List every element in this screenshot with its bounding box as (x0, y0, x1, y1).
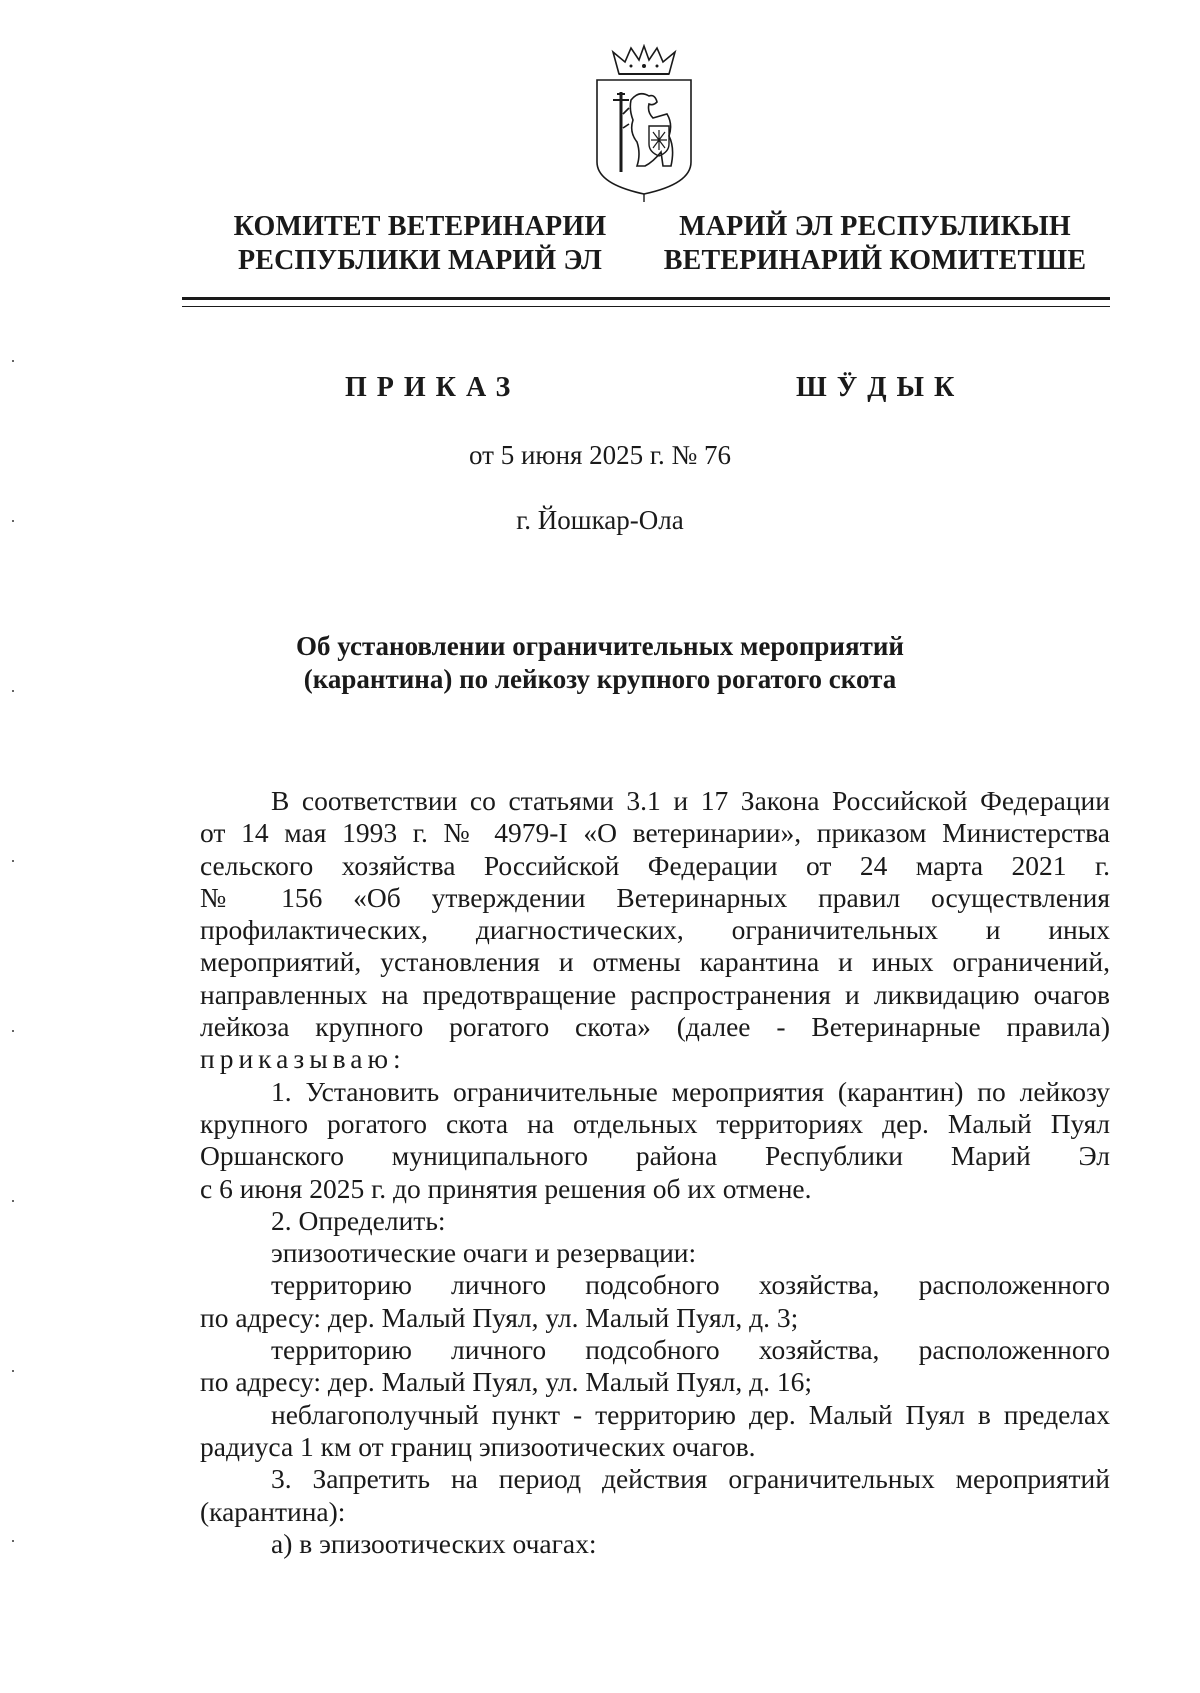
text-line: В соответствии со статьями 3.1 и 17 Закона Российской Федерации (271, 785, 1110, 816)
text-line: с 6 июня 2025 г. до принятия решения об их отмене. (200, 1172, 812, 1204)
document-body (200, 785, 1110, 1560)
text-line: радиуса 1 км от границ эпизоотических очагов. (200, 1430, 756, 1462)
order-label-russian: ПРИКАЗ (345, 372, 521, 403)
title-line-2: (карантина) по лейкозу крупного рогатого скота (303, 664, 897, 694)
paragraph-item-2 (200, 1205, 1110, 1237)
text-line: от 14 мая 1993 г. № 4979-I «О ветеринарии», приказом Министерства (200, 817, 1110, 849)
text-line: направленных на предотвращение распространения и ликвидацию очагов (200, 978, 1110, 1010)
order-city: г. Йошкар-Ола (516, 505, 684, 535)
text-line: сельского хозяйства Российской Федерации от 24 марта 2021 г. (200, 849, 1110, 881)
order-word: приказываю: (200, 1043, 406, 1075)
paragraph-preamble-cont (200, 817, 1110, 1075)
text-line: (карантина): (200, 1495, 346, 1527)
org-mari-line-1: МАРИЙ ЭЛ РЕСПУБЛИКЫН (679, 211, 1071, 242)
paragraph-preamble (200, 785, 1110, 817)
paragraph-item-3 (200, 1463, 1110, 1495)
paragraph-item-3a (200, 1528, 1110, 1560)
scan-mark (12, 1200, 14, 1202)
paragraph-unfavorable-point-cont (200, 1431, 1110, 1463)
text-line: мероприятий, установления и отмены карантина и иных ограничений, (200, 946, 1110, 978)
scan-mark (12, 690, 14, 692)
text-line: крупного рогатого скота на отдельных территориях дер. Малый Пуял (200, 1107, 1110, 1139)
scan-mark (12, 1030, 14, 1032)
text-line: профилактических, диагностических, ограничительных и иных (200, 914, 1110, 946)
text-line: № 156 «Об утверждении Ветеринарных правил осуществления (200, 881, 1110, 913)
paragraph-foci-heading (200, 1237, 1110, 1269)
text-line: территорию личного подсобного хозяйства, расположенного (271, 1269, 1110, 1301)
text-line: лейкоза крупного рогатого скота» (далее - Ветеринарные правила) (200, 1011, 1110, 1043)
text-line: а) в эпизоотических очагах: (271, 1527, 597, 1559)
text-line: Оршанского муниципального района Республики Марий Эл (200, 1140, 1110, 1172)
text-line: территорию личного подсобного хозяйства, расположенного (271, 1334, 1110, 1366)
text-line: по адресу: дер. Малый Пуял, ул. Малый Пуял, д. 16; (200, 1366, 812, 1398)
paragraph-focus-1-cont (200, 1302, 1110, 1334)
order-label-mari: ШӰДЫК (796, 372, 965, 403)
paragraph-focus-1 (200, 1269, 1110, 1301)
text-line: эпизоотические очаги и резервации: (271, 1237, 697, 1269)
text-line: 2. Определить: (271, 1204, 446, 1236)
document-title (250, 630, 950, 696)
paragraph-item-1-cont (200, 1108, 1110, 1205)
paragraph-focus-2-cont (200, 1366, 1110, 1398)
coat-of-arms-emblem-icon (589, 44, 699, 204)
org-name-mari (640, 210, 1110, 278)
header-divider-thick (182, 297, 1110, 300)
scan-mark (12, 520, 14, 522)
org-name-russian (190, 210, 650, 278)
paragraph-item-3-cont (200, 1496, 1110, 1528)
org-mari-line-2: ВЕТЕРИНАРИЙ КОМИТЕТШЕ (663, 245, 1087, 276)
paragraph-unfavorable-point (200, 1399, 1110, 1431)
text-line: неблагополучный пункт - территорию дер. Малый Пуял в пределах (271, 1398, 1110, 1430)
scan-mark (12, 1540, 14, 1542)
scan-mark (12, 860, 14, 862)
org-ru-line-1: КОМИТЕТ ВЕТЕРИНАРИИ (233, 211, 607, 242)
text-line: 3. Запретить на период действия ограничительных мероприятий (271, 1463, 1110, 1495)
text-line: по адресу: дер. Малый Пуял, ул. Малый Пуял, д. 3; (200, 1301, 799, 1333)
scan-mark (12, 1370, 14, 1372)
scan-mark (12, 360, 14, 362)
org-ru-line-2: РЕСПУБЛИКИ МАРИЙ ЭЛ (237, 245, 603, 276)
title-line-1: Об установлении ограничительных мероприятий (296, 631, 904, 661)
header-divider-thin (182, 306, 1110, 307)
paragraph-focus-2 (200, 1334, 1110, 1366)
order-date-number: от 5 июня 2025 г. № 76 (469, 440, 731, 470)
text-line: 1. Установить ограничительные мероприятия (карантин) по лейкозу (271, 1075, 1110, 1107)
paragraph-item-1 (200, 1076, 1110, 1108)
